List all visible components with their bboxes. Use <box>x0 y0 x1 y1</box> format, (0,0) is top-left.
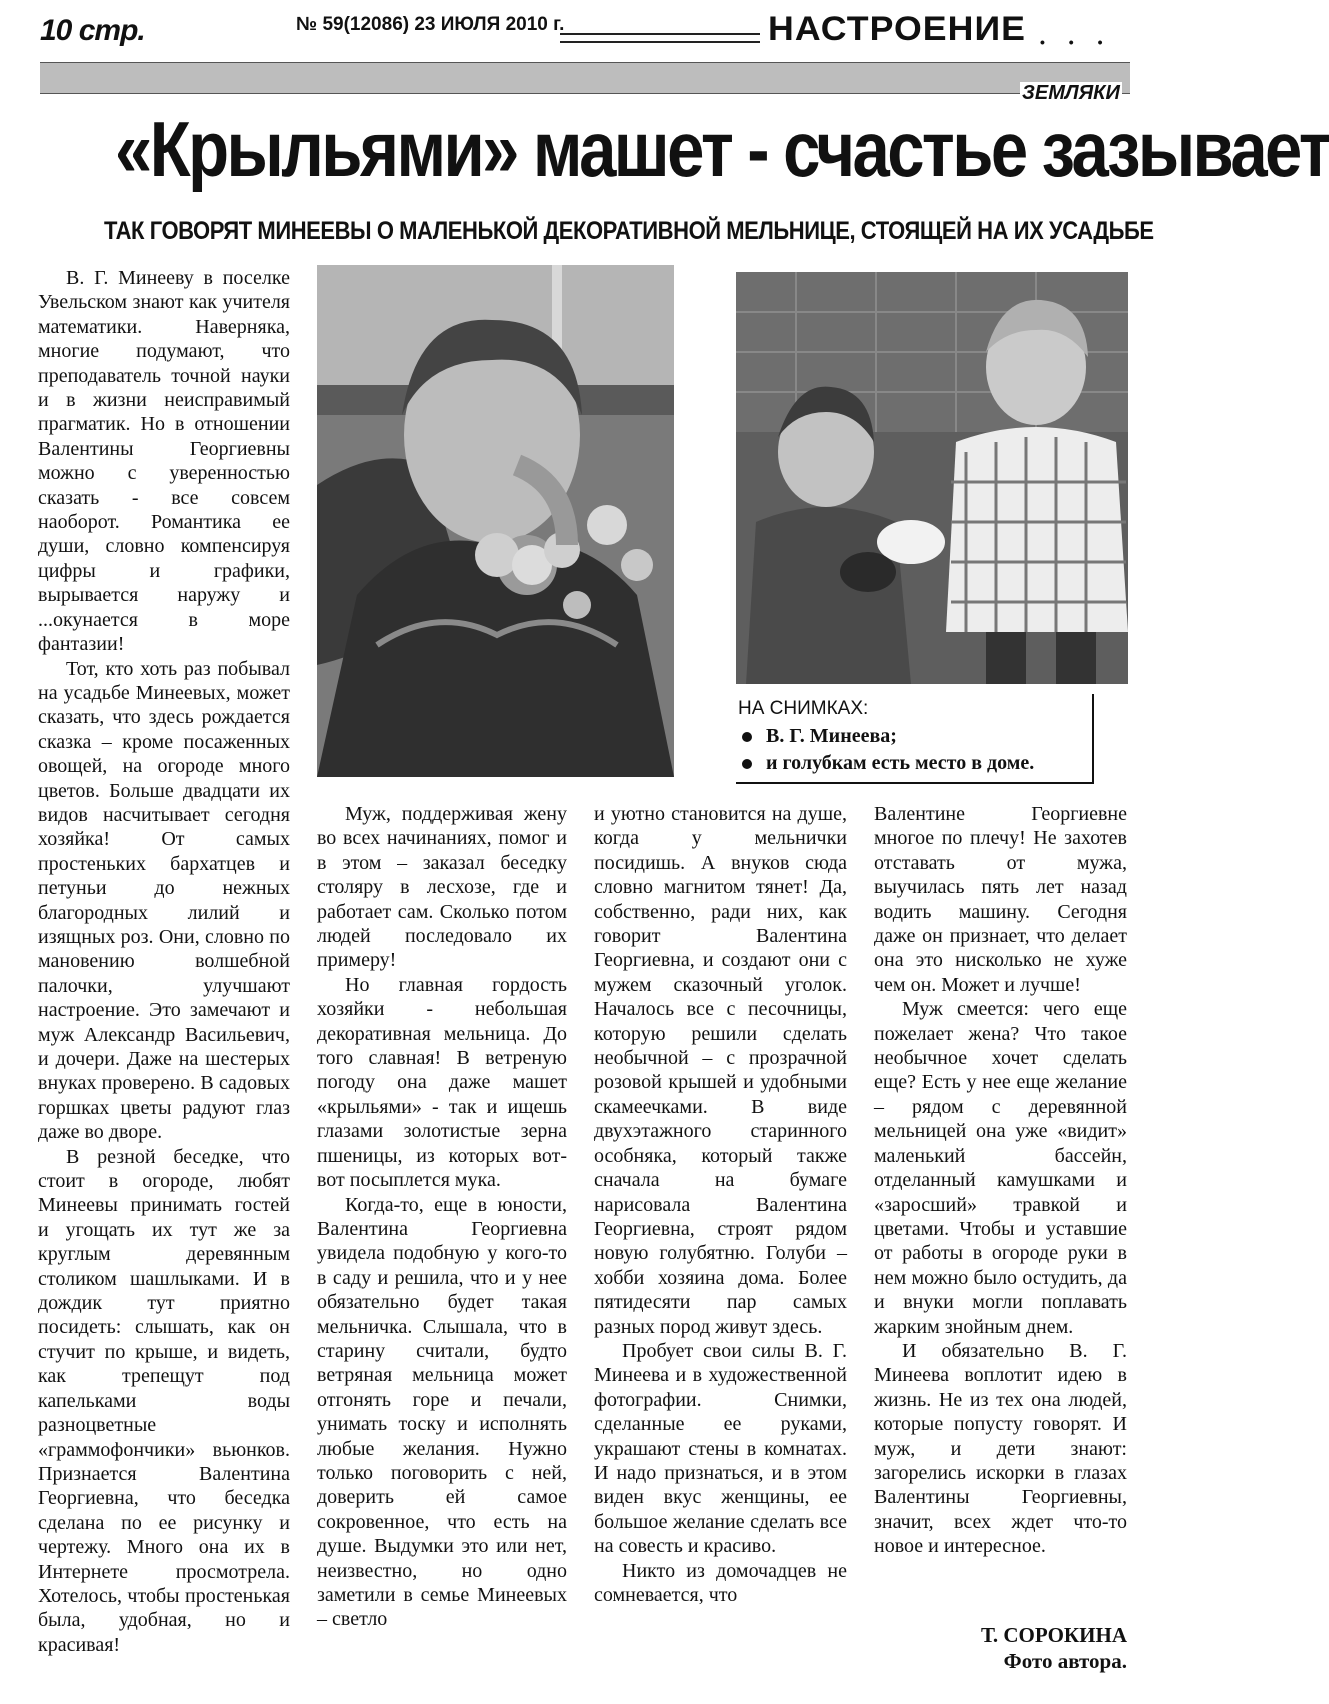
photo-woman-with-flowers <box>317 265 674 777</box>
paragraph: В. Г. Минееву в поселке Увельском знают как учителя математики. Наверняка, многие подумают, что преподаватель точной науки и в жизни неисправимый прагматик. Но в отношении Валентины Георгиевны можно с уверенностью сказать - все совсем наоборот. Романтика ее души, словно компенсируя цифры и графики, вырывается наружу и ...окунается в море фантазии! <box>38 267 290 656</box>
caption-item <box>742 725 897 748</box>
rubric: ЗЕМЛЯКИ <box>1022 82 1120 104</box>
caption-text: В. Г. Минеева; <box>766 725 897 747</box>
paragraph: и уютно становится на душе, когда у мельнички посидишь. А внуков сюда словно магнитом тянет! Да, собственно, ради них, как говорит Валентина Георгиевна, и создают они с мужем сказочный уголок. Началось все с песочницы, которую решили сделать необычной – с прозрачной розовой крышей и удобными скамеечками. В виде двухэтажного старинного особняка, который также сначала на бумаге нарисовала Валентина Георгиевна, строят рядом новую голубятню. Голуби – хобби хозяина дома. Более пятидесяти пар самых разных пород живут здесь. <box>594 803 847 1338</box>
paragraph: Никто из домочадцев не сомневается, что <box>594 1559 847 1606</box>
article-column-3 <box>594 802 847 1607</box>
caption-heading: НА СНИМКАХ: <box>738 698 869 719</box>
photo-children-with-doves <box>736 272 1128 684</box>
photo-credit: Фото автора. <box>1003 1649 1127 1673</box>
bullet-icon <box>742 732 752 742</box>
gray-band <box>40 62 1130 94</box>
caption-text: и голубкам есть место в доме. <box>766 752 1035 774</box>
section-title: НАСТРОЕНИЕ <box>768 10 1027 48</box>
paragraph: Муж, поддерживая жену во всех начинаниях, помог и в этом – заказал беседку столяру в лесхозе, где и работает сам. Сколько потом людей последовало их примеру! <box>317 803 567 972</box>
issue-info: № 59(12086) 23 ИЮЛЯ 2010 г. <box>296 14 565 35</box>
paragraph: Но главная гордость хозяйки - небольшая декоративная мельница. До того славная! В ветреную погоду она даже машет «крыльями» - так и ищешь глазами золотистые зерна пшеницы, из которых вот-вот посыплется мука. <box>317 973 567 1192</box>
section-dots: • • • <box>1040 34 1113 50</box>
paragraph: И обязательно В. Г. Минеева воплотит идею в жизнь. Не из тех она людей, которые попусту говорят. И муж, и дети знают: загорелись искорки в глазах Валентины Георгиевны, значит, всех ждет что-то новое и интересное. <box>874 1339 1127 1558</box>
article-title: «Крыльями» машет - счастье зазывает <box>115 105 1329 193</box>
paragraph: Валентине Георгиевне многое по плечу! Не захотев отставать от мужа, выучилась пять лет назад водить машину. Сегодня даже он признает, что делает она это нисколько не хуже чем он. Может и лучше! <box>874 803 1127 996</box>
paragraph: В резной беседке, что стоит в огороде, любят Минеевы принимать гостей и угощать их тут же за круглым деревянным столиком шашлыками. И в дождик тут приятно посидеть: слышать, как он стучит по крыше, и видеть, как трепещут под капельками воды разноцветные «граммофончики» вьюнков. Признается Валентина Георгиевна, что беседка сделана по ее рисунку и чертежу. Много она их в Интернете просмотрела. Хотелось, чтобы простенькая была, удобная, но и красивая! <box>38 1145 290 1656</box>
paragraph: Пробует свои силы В. Г. Минеева и в художественной фотографии. Снимки, сделанные ее руками, украшают стены в комнатах. И надо признаться, и в этом виден вкус женщины, ее большое желание сделать все на совесть и красиво. <box>594 1339 847 1558</box>
header-rule <box>560 33 760 43</box>
article-subtitle: ТАК ГОВОРЯТ МИНЕЕВЫ О МАЛЕНЬКОЙ ДЕКОРАТИВНОЙ МЕЛЬНИЦЕ, СТОЯЩЕЙ НА ИХ УСАДЬБЕ <box>104 217 1154 245</box>
paragraph: Тот, кто хоть раз побывал на усадьбе Минеевых, может сказать, что здесь рождается сказка – кроме посаженных овощей, на огороде много цветов. Больше двадцати их видов насчитывает сегодня хозяйка! От самых простеньких бархатцев и петуньи до нежных благородных лилий и изящных роз. Они, словно по мановению волшебной палочки, улучшают настроение. Это замечают и муж Александр Васильевич, и дочери. Даже на шестерых внуках проверено. В садовых горшках цветы радуют глаз даже во дворе. <box>38 657 290 1144</box>
article-column-2 <box>317 802 567 1632</box>
caption-item <box>742 752 1034 775</box>
bullet-icon <box>742 759 752 769</box>
page-number: 10 стр. <box>40 14 145 47</box>
author-name: Т. СОРОКИНА <box>980 1623 1127 1647</box>
byline <box>981 1622 1127 1674</box>
article-column-1 <box>38 266 290 1657</box>
article-column-4 <box>874 802 1127 1559</box>
paragraph: Муж смеется: чего еще пожелает жена? Что такое необычное хочет сделать еще? Есть у нее еще желание – рядом с деревянной мельницей она уже «видит» маленький бассейн, отделанный камушками и «заросший» травкой и цветами. Чтобы и уставшие от работы в огороде руки в нем можно было остудить, да и внуки могли поплавать жарким знойным днем. <box>874 998 1127 1338</box>
paragraph: Когда-то, еще в юности, Валентина Георгиевна увидела подобную у кого-то в саду и решила, что и у нее обязательно будет такая мельничка. Слышала, что в старину считали, будто ветряная мельница может отгонять горе и печали, унимать тоску и исполнять любые желания. Нужно только поговорить с ней, доверить ей самое сокровенное, что есть на душе. Выдумки это или нет, неизвестно, но одно заметили в семье Минеевых – светло <box>317 1193 567 1631</box>
